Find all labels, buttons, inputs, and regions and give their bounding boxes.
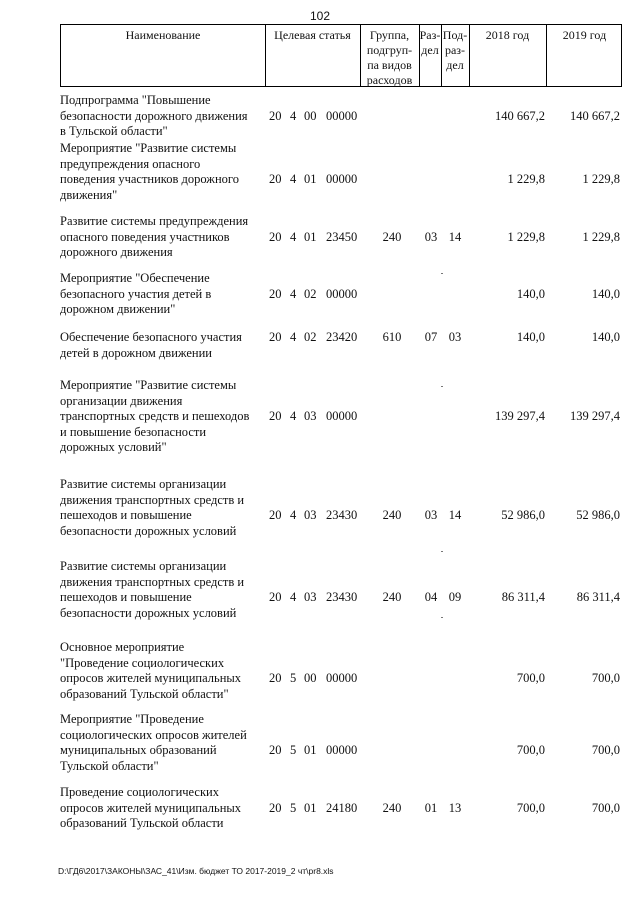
row-name-line: Развитие системы организации — [60, 477, 227, 491]
row-c4: 00000 — [326, 743, 358, 758]
row-c1: 20 — [269, 800, 282, 815]
row-c1: 20 — [269, 172, 282, 187]
header-podrazdel — [441, 25, 469, 86]
header-2019-text: 2019 год — [562, 28, 607, 42]
row-y2019: 86 311,4 — [576, 590, 620, 605]
row-c2: 5 — [290, 800, 297, 815]
row-y2019: 52 986,0 — [576, 508, 620, 523]
row-c1: 20 — [269, 590, 282, 605]
row-c2: 4 — [290, 409, 297, 424]
header-group-line: Группа, — [369, 28, 410, 42]
row-y2019: 1 229,8 — [582, 172, 620, 187]
row-c1: 20 — [269, 286, 282, 301]
row-c3: 01 — [304, 743, 317, 758]
row-name — [60, 378, 265, 456]
row-y2018: 140 667,2 — [495, 108, 545, 123]
row-c3: 01 — [304, 172, 317, 187]
row-name — [60, 712, 265, 774]
row-name — [60, 640, 265, 702]
row-name-line: движения" — [60, 187, 118, 202]
row-c2: 4 — [290, 172, 297, 187]
row-name-line: Мероприятие "Развитие системы — [60, 141, 237, 155]
row-name-line: предупреждения опасного — [60, 156, 201, 171]
row-c3: 03 — [304, 508, 317, 523]
row-y2019: 140,0 — [591, 286, 620, 301]
row-c3: 03 — [304, 590, 317, 605]
row-y2018: 700,0 — [516, 743, 545, 758]
row-name-line: организации движения — [60, 393, 183, 408]
header-target-text: Целевая статья — [274, 28, 351, 42]
row-c1: 20 — [269, 743, 282, 758]
header-razdel — [419, 25, 441, 86]
row-name-line: Обеспечение безопасного участия — [60, 330, 242, 344]
row-y2018: 52 986,0 — [501, 508, 545, 523]
row-y2018: 700,0 — [516, 671, 545, 686]
row-c4: 23430 — [326, 508, 358, 523]
header-2019 — [546, 25, 623, 86]
row-name-line: социологических опросов жителей — [60, 727, 247, 742]
row-c4: 00000 — [326, 108, 358, 123]
row-name-line: опросов жителей муниципальных — [60, 800, 242, 815]
row-name — [60, 330, 265, 361]
row-name — [60, 141, 265, 203]
row-y2019: 140 667,2 — [570, 108, 620, 123]
row-c4: 23420 — [326, 330, 358, 344]
row-c1: 20 — [269, 409, 282, 424]
row-c4: 24180 — [326, 800, 358, 815]
row-name-line: в Тульской области" — [60, 124, 168, 139]
row-c4: 00000 — [326, 409, 358, 424]
row-y2018: 1 229,8 — [507, 172, 545, 187]
page-number: 102 — [309, 9, 331, 23]
header-name-text: Наименование — [125, 28, 201, 42]
row-c2: 4 — [290, 508, 297, 523]
row-y2019: 140,0 — [591, 330, 620, 344]
row-c2: 4 — [290, 286, 297, 301]
header-podrazdel-line: раз- — [444, 43, 466, 57]
row-y2019: 700,0 — [591, 671, 620, 686]
row-y2018: 1 229,8 — [507, 229, 545, 244]
row-c3: 02 — [304, 286, 317, 301]
row-y2018: 140,0 — [516, 330, 545, 344]
row-name-line: Развитие системы организации — [60, 559, 227, 573]
row-c4: 00000 — [326, 671, 358, 686]
row-razd: 01 — [424, 800, 438, 815]
row-c1: 20 — [269, 508, 282, 523]
row-grp: 610 — [382, 330, 402, 344]
header-razdel-line: Раз- — [419, 28, 441, 42]
row-c4: 23450 — [326, 229, 358, 244]
scan-speck — [441, 273, 443, 274]
row-name — [60, 93, 265, 140]
row-name-line: опасного поведения участников — [60, 229, 230, 244]
row-name — [60, 785, 265, 832]
row-grp: 240 — [382, 229, 402, 244]
row-name-line: детей в дорожном движении — [60, 345, 212, 360]
row-y2018: 139 297,4 — [495, 409, 545, 424]
row-razd: 07 — [424, 330, 438, 344]
row-podr: 13 — [448, 800, 462, 815]
row-y2018: 140,0 — [516, 286, 545, 301]
row-c2: 5 — [290, 671, 297, 686]
row-c4: 00000 — [326, 172, 358, 187]
header-2018 — [469, 25, 546, 86]
row-c2: 5 — [290, 743, 297, 758]
row-c3: 00 — [304, 108, 317, 123]
row-c2: 4 — [290, 330, 297, 344]
row-y2018: 86 311,4 — [501, 590, 545, 605]
row-c3: 00 — [304, 671, 317, 686]
row-name — [60, 271, 265, 318]
row-c4: 23430 — [326, 590, 358, 605]
row-c1: 20 — [269, 108, 282, 123]
row-name-line: пешеходов и повышение — [60, 590, 192, 605]
row-name-line: безопасности дорожного движения — [60, 108, 248, 123]
row-y2019: 700,0 — [591, 743, 620, 758]
row-name-line: муниципальных образований — [60, 743, 217, 758]
row-name-line: поведения участников дорожного — [60, 172, 239, 187]
row-name-line: Мероприятие "Обеспечение — [60, 271, 210, 285]
row-name-line: Проведение социологических — [60, 785, 219, 799]
row-c3: 02 — [304, 330, 317, 344]
header-name — [61, 25, 265, 86]
row-grp: 240 — [382, 800, 402, 815]
row-name-line: Развитие системы предупреждения — [60, 214, 249, 228]
row-name-line: безопасности дорожных условий — [60, 523, 237, 538]
header-podrazdel-line: дел — [446, 58, 464, 72]
row-c2: 4 — [290, 108, 297, 123]
row-name — [60, 214, 265, 261]
row-c3: 03 — [304, 409, 317, 424]
row-y2019: 700,0 — [591, 800, 620, 815]
row-c1: 20 — [269, 229, 282, 244]
row-c3: 01 — [304, 800, 317, 815]
row-razd: 04 — [424, 590, 438, 605]
header-razdel-line: дел — [421, 43, 439, 57]
row-name-line: безопасности дорожных условий — [60, 605, 237, 620]
row-name-line: движения транспортных средств и — [60, 492, 245, 507]
header-group-line: па видов — [367, 58, 412, 72]
row-name-line: Подпрограмма "Повышение — [60, 93, 211, 107]
scan-speck — [441, 551, 443, 552]
row-c3: 01 — [304, 229, 317, 244]
row-grp: 240 — [382, 508, 402, 523]
row-name-line: пешеходов и повышение — [60, 508, 192, 523]
row-name-line: Мероприятие "Развитие системы — [60, 378, 237, 392]
header-group-line: расходов — [366, 73, 413, 87]
row-y2019: 1 229,8 — [582, 229, 620, 244]
header-podrazdel-line: Под- — [442, 28, 468, 42]
header-group — [360, 25, 419, 86]
row-c4: 00000 — [326, 286, 358, 301]
row-c1: 20 — [269, 330, 282, 344]
row-c2: 4 — [290, 229, 297, 244]
row-name — [60, 559, 265, 621]
row-name-line: Мероприятие "Проведение — [60, 712, 204, 726]
row-razd: 03 — [424, 229, 438, 244]
row-name-line: образований Тульской области" — [60, 686, 229, 701]
row-podr: 09 — [448, 590, 462, 605]
file-path-footer: D:\ГД6\2017\ЗАКОНЫ\ЗАС_41\Изм. бюджет ТО 2017-2019_2 чт\pr8.xls — [58, 866, 334, 876]
row-name-line: опросов жителей муниципальных — [60, 671, 242, 686]
scan-speck — [441, 386, 443, 387]
row-name-line: Основное мероприятие — [60, 640, 185, 654]
row-name-line: безопасного участия детей в — [60, 286, 212, 301]
row-name-line: дорожного движения — [60, 245, 173, 260]
row-name-line: дорожном движении" — [60, 302, 176, 317]
row-name-line: движения транспортных средств и — [60, 574, 245, 589]
row-razd: 03 — [424, 508, 438, 523]
table-header — [60, 24, 622, 87]
row-c1: 20 — [269, 671, 282, 686]
row-name-line: дорожных условий" — [60, 440, 167, 455]
row-name — [60, 477, 265, 539]
header-2018-text: 2018 год — [485, 28, 530, 42]
row-grp: 240 — [382, 590, 402, 605]
row-y2019: 139 297,4 — [570, 409, 620, 424]
row-podr: 14 — [448, 229, 462, 244]
row-name-line: и повышение безопасности — [60, 424, 207, 439]
scan-speck — [441, 617, 443, 618]
row-name-line: образований Тульской области — [60, 816, 224, 831]
row-name-line: Тульской области" — [60, 758, 159, 773]
row-y2018: 700,0 — [516, 800, 545, 815]
row-name-line: транспортных средств и пешеходов — [60, 409, 250, 424]
row-podr: 03 — [448, 330, 462, 344]
header-target — [265, 25, 360, 86]
row-podr: 14 — [448, 508, 462, 523]
row-name-line: "Проведение социологических — [60, 655, 225, 670]
header-group-line: подгруп- — [366, 43, 413, 57]
row-c2: 4 — [290, 590, 297, 605]
